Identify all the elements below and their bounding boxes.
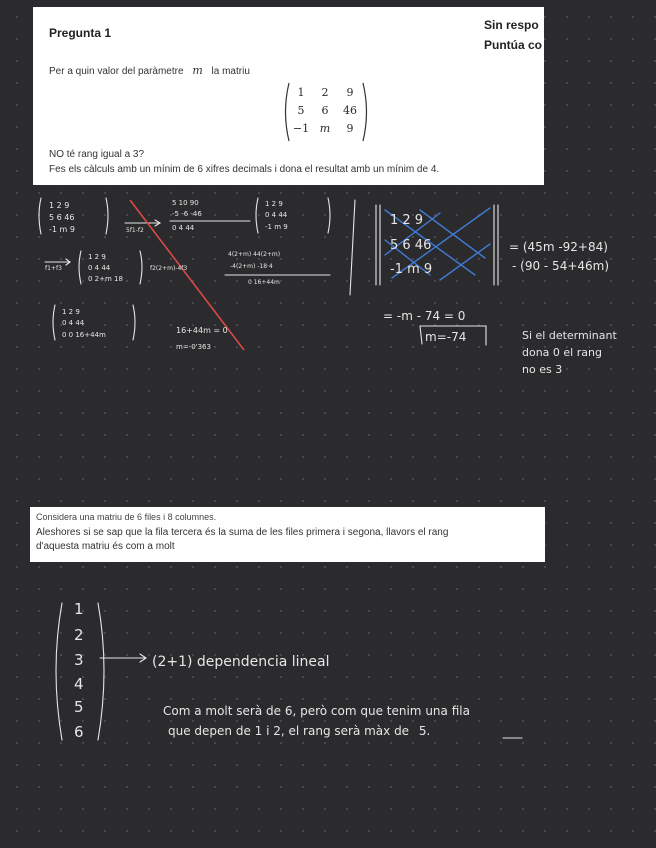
gauss-op-2: f1+f3 bbox=[45, 265, 62, 272]
matrix-cell: 46 bbox=[343, 104, 357, 117]
question-condition: NO té rang igual a 3? bbox=[49, 149, 145, 160]
determinant-matrix: 1 2 9 5 6 46 -1 m 9 bbox=[390, 213, 433, 277]
gauss-equation: 16+44m = 0 bbox=[176, 326, 228, 335]
question-title: Pregunta 1 bbox=[49, 26, 112, 40]
dependency-note: (2+1) dependencia lineal bbox=[152, 654, 330, 670]
question-2-statement-end: d'aquesta matriu és com a molt bbox=[36, 541, 175, 552]
question-2-context: Considera una matriu de 6 files i 8 columnes. bbox=[36, 512, 217, 522]
gauss-matrix-4: 1 2 9 0 4 44 0 0 16+44m bbox=[62, 308, 106, 339]
matrix-cell: 2 bbox=[321, 86, 329, 99]
determinant-expansion-2: - (90 - 54+46m) bbox=[512, 259, 610, 273]
conclusion-line-2: que depen de 1 i 2, el rang serà màx de 5. bbox=[168, 724, 431, 738]
gauss-matrix-3: 1 2 9 0 4 44 0 2+m 18 bbox=[88, 253, 123, 283]
gauss-op-1: 5f1-f2 bbox=[126, 227, 144, 234]
gauss-fraction-top: 4(2+m) 44(2+m) bbox=[228, 251, 281, 258]
determinant-result: m=-74 bbox=[425, 330, 467, 344]
question-2-statement: Aleshores si se sap que la fila tercera és la suma de les files primera i segona, llavors el rang bbox=[36, 527, 449, 538]
matrix-cell: 9 bbox=[346, 122, 354, 135]
gauss-result: m=-0'363 bbox=[176, 343, 211, 351]
matrix-cell: −1 bbox=[292, 122, 310, 135]
question-instructions: Fes els càlculs amb un mínim de 6 xifres decimals i dona el resultat amb un mínim de 4. bbox=[49, 164, 440, 175]
determinant-expansion-1: = (45m -92+84) bbox=[509, 240, 608, 254]
gauss-op-3: f2(2+m)-4f3 bbox=[150, 265, 188, 272]
prompt-text-before: Per a quin valor del paràmetre bbox=[49, 66, 184, 77]
matrix-cell: 9 bbox=[346, 86, 354, 99]
gauss-matrix-2: 1 2 9 0 4 44 -1 m 9 bbox=[265, 200, 288, 231]
determinant-note: Si el determinant dona 0 el rang no es 3 bbox=[522, 329, 617, 376]
gauss-subtraction: 5 10 90 -5 -6 -46 0 4 44 bbox=[172, 199, 202, 232]
status-answer: Sin respo bbox=[484, 18, 539, 32]
prompt-text-after: la matriu bbox=[211, 66, 250, 77]
matrix-cell: m bbox=[319, 122, 331, 135]
conclusion-line-1: Com a molt serà de 6, però com que tenim una fila bbox=[163, 704, 470, 718]
matrix-cell: 5 bbox=[297, 104, 305, 117]
matrix-cell: 6 bbox=[321, 104, 329, 117]
column-vector: 1 2 3 4 5 6 bbox=[74, 600, 84, 741]
matrix-cell: 1 bbox=[297, 86, 305, 99]
question-2-card bbox=[30, 507, 545, 562]
param-variable: m bbox=[192, 64, 203, 77]
determinant-equation: = -m - 74 = 0 bbox=[383, 309, 466, 323]
gauss-fraction-mid: -4(2+m) -18·4 bbox=[230, 263, 273, 270]
gauss-fraction-bot: 0 16+44m bbox=[248, 279, 280, 286]
status-score: Puntúa co bbox=[484, 38, 543, 52]
gauss-matrix-1: 1 2 9 5 6 46 -1 m 9 bbox=[49, 201, 75, 234]
